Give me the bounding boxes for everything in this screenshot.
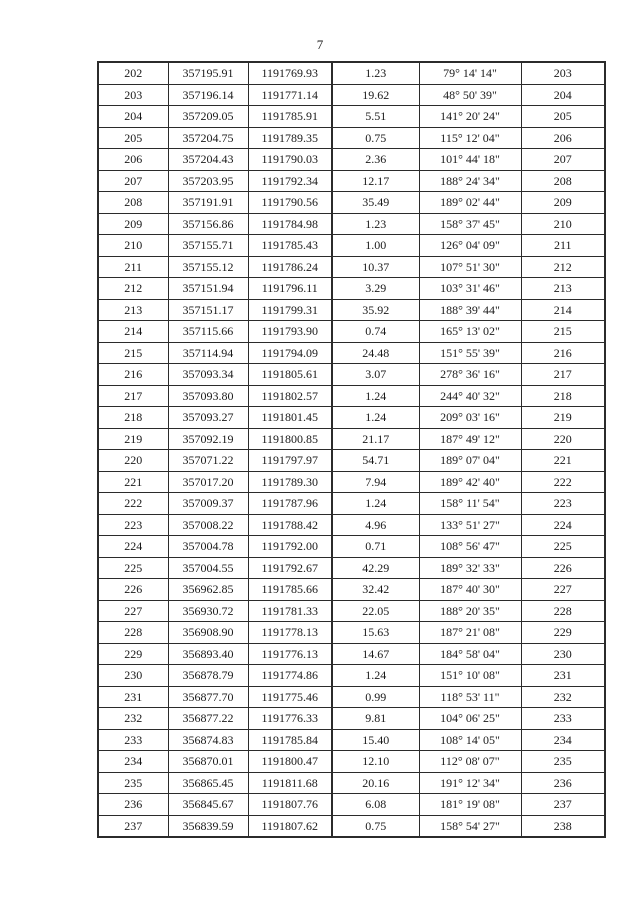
point-to-cell: 224 [521,514,605,536]
point-to-cell: 204 [521,84,605,106]
table-row [98,364,605,386]
bearing-cell: 108° 14' 05" [419,729,521,751]
point-to-cell: 213 [521,278,605,300]
point-from-cell: 204 [98,106,168,128]
point-from-cell: 213 [98,299,168,321]
distance-cell: 6.08 [332,794,419,816]
bearing-cell: 158° 11' 54" [419,493,521,515]
point-to-cell: 211 [521,235,605,257]
bearing-cell: 158° 37' 45" [419,213,521,235]
bearing-cell: 189° 07' 04" [419,450,521,472]
point-to-cell: 235 [521,751,605,773]
x-coordinate-cell: 357151.94 [168,278,248,300]
x-coordinate-cell: 356878.79 [168,665,248,687]
bearing-cell: 187° 40' 30" [419,579,521,601]
point-from-cell: 211 [98,256,168,278]
y-coordinate-cell: 1191781.33 [248,600,332,622]
point-from-cell: 202 [98,62,168,84]
table-row [98,127,605,149]
distance-cell: 24.48 [332,342,419,364]
x-coordinate-cell: 357093.80 [168,385,248,407]
bearing-cell: 133° 51' 27" [419,514,521,536]
y-coordinate-cell: 1191796.11 [248,278,332,300]
bearing-cell: 103° 31' 46" [419,278,521,300]
y-coordinate-cell: 1191805.61 [248,364,332,386]
x-coordinate-cell: 356865.45 [168,772,248,794]
bearing-cell: 191° 12' 34" [419,772,521,794]
x-coordinate-cell: 356845.67 [168,794,248,816]
point-to-cell: 212 [521,256,605,278]
distance-cell: 0.74 [332,321,419,343]
table-row [98,278,605,300]
distance-cell: 1.24 [332,493,419,515]
y-coordinate-cell: 1191792.34 [248,170,332,192]
point-to-cell: 209 [521,192,605,214]
table-row [98,665,605,687]
point-from-cell: 207 [98,170,168,192]
point-to-cell: 231 [521,665,605,687]
table-row [98,622,605,644]
point-from-cell: 232 [98,708,168,730]
point-to-cell: 233 [521,708,605,730]
x-coordinate-cell: 357155.12 [168,256,248,278]
distance-cell: 35.49 [332,192,419,214]
point-to-cell: 237 [521,794,605,816]
table-row [98,579,605,601]
point-from-cell: 208 [98,192,168,214]
y-coordinate-cell: 1191807.76 [248,794,332,816]
bearing-cell: 278° 36' 16" [419,364,521,386]
bearing-cell: 189° 02' 44" [419,192,521,214]
point-to-cell: 228 [521,600,605,622]
y-coordinate-cell: 1191786.24 [248,256,332,278]
table-row [98,772,605,794]
distance-cell: 19.62 [332,84,419,106]
x-coordinate-cell: 357203.95 [168,170,248,192]
table-row [98,794,605,816]
point-from-cell: 206 [98,149,168,171]
point-from-cell: 210 [98,235,168,257]
bearing-cell: 188° 20' 35" [419,600,521,622]
table-row [98,493,605,515]
x-coordinate-cell: 357093.27 [168,407,248,429]
point-to-cell: 220 [521,428,605,450]
x-coordinate-cell: 356930.72 [168,600,248,622]
distance-cell: 3.29 [332,278,419,300]
distance-cell: 32.42 [332,579,419,601]
point-from-cell: 231 [98,686,168,708]
distance-cell: 9.81 [332,708,419,730]
bearing-cell: 188° 39' 44" [419,299,521,321]
table-row [98,170,605,192]
bearing-cell: 141° 20' 24" [419,106,521,128]
x-coordinate-cell: 357204.43 [168,149,248,171]
point-to-cell: 216 [521,342,605,364]
point-to-cell: 205 [521,106,605,128]
table-row [98,428,605,450]
point-from-cell: 234 [98,751,168,773]
distance-cell: 15.63 [332,622,419,644]
point-from-cell: 215 [98,342,168,364]
y-coordinate-cell: 1191802.57 [248,385,332,407]
table-row [98,62,605,84]
table-row [98,557,605,579]
point-to-cell: 234 [521,729,605,751]
point-to-cell: 206 [521,127,605,149]
distance-cell: 12.17 [332,170,419,192]
table-row [98,192,605,214]
point-to-cell: 221 [521,450,605,472]
y-coordinate-cell: 1191785.66 [248,579,332,601]
point-from-cell: 221 [98,471,168,493]
bearing-cell: 48° 50' 39" [419,84,521,106]
point-to-cell: 214 [521,299,605,321]
y-coordinate-cell: 1191778.13 [248,622,332,644]
point-to-cell: 232 [521,686,605,708]
y-coordinate-cell: 1191769.93 [248,62,332,84]
x-coordinate-cell: 357114.94 [168,342,248,364]
bearing-cell: 244° 40' 32" [419,385,521,407]
distance-cell: 21.17 [332,428,419,450]
distance-cell: 4.96 [332,514,419,536]
distance-cell: 7.94 [332,471,419,493]
distance-cell: 0.99 [332,686,419,708]
point-from-cell: 228 [98,622,168,644]
y-coordinate-cell: 1191800.47 [248,751,332,773]
point-from-cell: 212 [98,278,168,300]
table-row [98,407,605,429]
point-from-cell: 218 [98,407,168,429]
point-from-cell: 219 [98,428,168,450]
point-from-cell: 225 [98,557,168,579]
y-coordinate-cell: 1191801.45 [248,407,332,429]
x-coordinate-cell: 357191.91 [168,192,248,214]
bearing-cell: 189° 32' 33" [419,557,521,579]
distance-cell: 12.10 [332,751,419,773]
point-from-cell: 233 [98,729,168,751]
y-coordinate-cell: 1191794.09 [248,342,332,364]
table-row [98,708,605,730]
bearing-cell: 188° 24' 34" [419,170,521,192]
y-coordinate-cell: 1191775.46 [248,686,332,708]
y-coordinate-cell: 1191811.68 [248,772,332,794]
x-coordinate-cell: 356877.22 [168,708,248,730]
y-coordinate-cell: 1191792.67 [248,557,332,579]
point-from-cell: 226 [98,579,168,601]
table-row [98,729,605,751]
distance-cell: 1.24 [332,385,419,407]
y-coordinate-cell: 1191789.35 [248,127,332,149]
point-to-cell: 208 [521,170,605,192]
x-coordinate-cell: 357004.78 [168,536,248,558]
y-coordinate-cell: 1191789.30 [248,471,332,493]
y-coordinate-cell: 1191784.98 [248,213,332,235]
bearing-cell: 158° 54' 27" [419,815,521,837]
x-coordinate-cell: 356893.40 [168,643,248,665]
distance-cell: 1.23 [332,62,419,84]
x-coordinate-cell: 357155.71 [168,235,248,257]
x-coordinate-cell: 357196.14 [168,84,248,106]
x-coordinate-cell: 357204.75 [168,127,248,149]
x-coordinate-cell: 356874.83 [168,729,248,751]
distance-cell: 20.16 [332,772,419,794]
bearing-cell: 104° 06' 25" [419,708,521,730]
x-coordinate-cell: 357071.22 [168,450,248,472]
point-to-cell: 226 [521,557,605,579]
bearing-cell: 118° 53' 11" [419,686,521,708]
bearing-cell: 115° 12' 04" [419,127,521,149]
table-row [98,450,605,472]
table-row [98,299,605,321]
point-to-cell: 217 [521,364,605,386]
table-row [98,235,605,257]
distance-cell: 22.05 [332,600,419,622]
page-number: 7 [316,37,324,52]
point-from-cell: 203 [98,84,168,106]
bearing-cell: 151° 10' 08" [419,665,521,687]
point-from-cell: 230 [98,665,168,687]
point-to-cell: 236 [521,772,605,794]
point-from-cell: 214 [98,321,168,343]
table-body [98,62,605,837]
y-coordinate-cell: 1191800.85 [248,428,332,450]
table-row [98,643,605,665]
y-coordinate-cell: 1191793.90 [248,321,332,343]
y-coordinate-cell: 1191790.03 [248,149,332,171]
point-from-cell: 229 [98,643,168,665]
distance-cell: 3.07 [332,364,419,386]
distance-cell: 1.24 [332,407,419,429]
point-to-cell: 225 [521,536,605,558]
distance-cell: 2.36 [332,149,419,171]
table-row [98,600,605,622]
point-to-cell: 230 [521,643,605,665]
point-from-cell: 235 [98,772,168,794]
x-coordinate-cell: 356839.59 [168,815,248,837]
bearing-cell: 126° 04' 09" [419,235,521,257]
table-row [98,342,605,364]
bearing-cell: 151° 55' 39" [419,342,521,364]
bearing-cell: 187° 49' 12" [419,428,521,450]
bearing-cell: 181° 19' 08" [419,794,521,816]
point-to-cell: 238 [521,815,605,837]
distance-cell: 0.71 [332,536,419,558]
bearing-cell: 108° 56' 47" [419,536,521,558]
x-coordinate-cell: 357008.22 [168,514,248,536]
x-coordinate-cell: 357156.86 [168,213,248,235]
bearing-cell: 209° 03' 16" [419,407,521,429]
coordinates-table [97,61,606,838]
x-coordinate-cell: 356908.90 [168,622,248,644]
x-coordinate-cell: 357209.05 [168,106,248,128]
point-to-cell: 218 [521,385,605,407]
distance-cell: 15.40 [332,729,419,751]
table-row [98,213,605,235]
x-coordinate-cell: 357004.55 [168,557,248,579]
point-to-cell: 222 [521,471,605,493]
bearing-cell: 112° 08' 07" [419,751,521,773]
point-from-cell: 205 [98,127,168,149]
point-to-cell: 215 [521,321,605,343]
distance-cell: 1.00 [332,235,419,257]
x-coordinate-cell: 357151.17 [168,299,248,321]
point-from-cell: 209 [98,213,168,235]
bearing-cell: 79° 14' 14" [419,62,521,84]
y-coordinate-cell: 1191776.33 [248,708,332,730]
point-to-cell: 223 [521,493,605,515]
table-row [98,321,605,343]
point-from-cell: 222 [98,493,168,515]
point-from-cell: 236 [98,794,168,816]
table-row [98,106,605,128]
point-to-cell: 219 [521,407,605,429]
point-from-cell: 223 [98,514,168,536]
distance-cell: 54.71 [332,450,419,472]
bearing-cell: 187° 21' 08" [419,622,521,644]
table-row [98,84,605,106]
x-coordinate-cell: 356870.01 [168,751,248,773]
point-to-cell: 210 [521,213,605,235]
table-row [98,256,605,278]
x-coordinate-cell: 357092.19 [168,428,248,450]
table-row [98,815,605,837]
point-from-cell: 224 [98,536,168,558]
x-coordinate-cell: 357009.37 [168,493,248,515]
y-coordinate-cell: 1191774.86 [248,665,332,687]
point-to-cell: 227 [521,579,605,601]
distance-cell: 14.67 [332,643,419,665]
y-coordinate-cell: 1191792.00 [248,536,332,558]
distance-cell: 10.37 [332,256,419,278]
y-coordinate-cell: 1191799.31 [248,299,332,321]
distance-cell: 5.51 [332,106,419,128]
x-coordinate-cell: 356877.70 [168,686,248,708]
y-coordinate-cell: 1191785.84 [248,729,332,751]
table-row [98,471,605,493]
bearing-cell: 189° 42' 40" [419,471,521,493]
distance-cell: 0.75 [332,127,419,149]
point-from-cell: 216 [98,364,168,386]
distance-cell: 35.92 [332,299,419,321]
table-row [98,385,605,407]
table-row [98,686,605,708]
y-coordinate-cell: 1191771.14 [248,84,332,106]
y-coordinate-cell: 1191785.43 [248,235,332,257]
y-coordinate-cell: 1191776.13 [248,643,332,665]
point-from-cell: 227 [98,600,168,622]
point-from-cell: 217 [98,385,168,407]
y-coordinate-cell: 1191788.42 [248,514,332,536]
point-to-cell: 229 [521,622,605,644]
x-coordinate-cell: 357195.91 [168,62,248,84]
x-coordinate-cell: 357017.20 [168,471,248,493]
table-row [98,514,605,536]
distance-cell: 1.23 [332,213,419,235]
point-from-cell: 220 [98,450,168,472]
point-to-cell: 203 [521,62,605,84]
bearing-cell: 184° 58' 04" [419,643,521,665]
table-row [98,149,605,171]
distance-cell: 0.75 [332,815,419,837]
y-coordinate-cell: 1191797.97 [248,450,332,472]
x-coordinate-cell: 356962.85 [168,579,248,601]
bearing-cell: 101° 44' 18" [419,149,521,171]
distance-cell: 42.29 [332,557,419,579]
x-coordinate-cell: 357115.66 [168,321,248,343]
y-coordinate-cell: 1191787.96 [248,493,332,515]
y-coordinate-cell: 1191785.91 [248,106,332,128]
point-from-cell: 237 [98,815,168,837]
table-row [98,536,605,558]
y-coordinate-cell: 1191790.56 [248,192,332,214]
x-coordinate-cell: 357093.34 [168,364,248,386]
bearing-cell: 107° 51' 30" [419,256,521,278]
table-row [98,751,605,773]
point-to-cell: 207 [521,149,605,171]
bearing-cell: 165° 13' 02" [419,321,521,343]
distance-cell: 1.24 [332,665,419,687]
y-coordinate-cell: 1191807.62 [248,815,332,837]
